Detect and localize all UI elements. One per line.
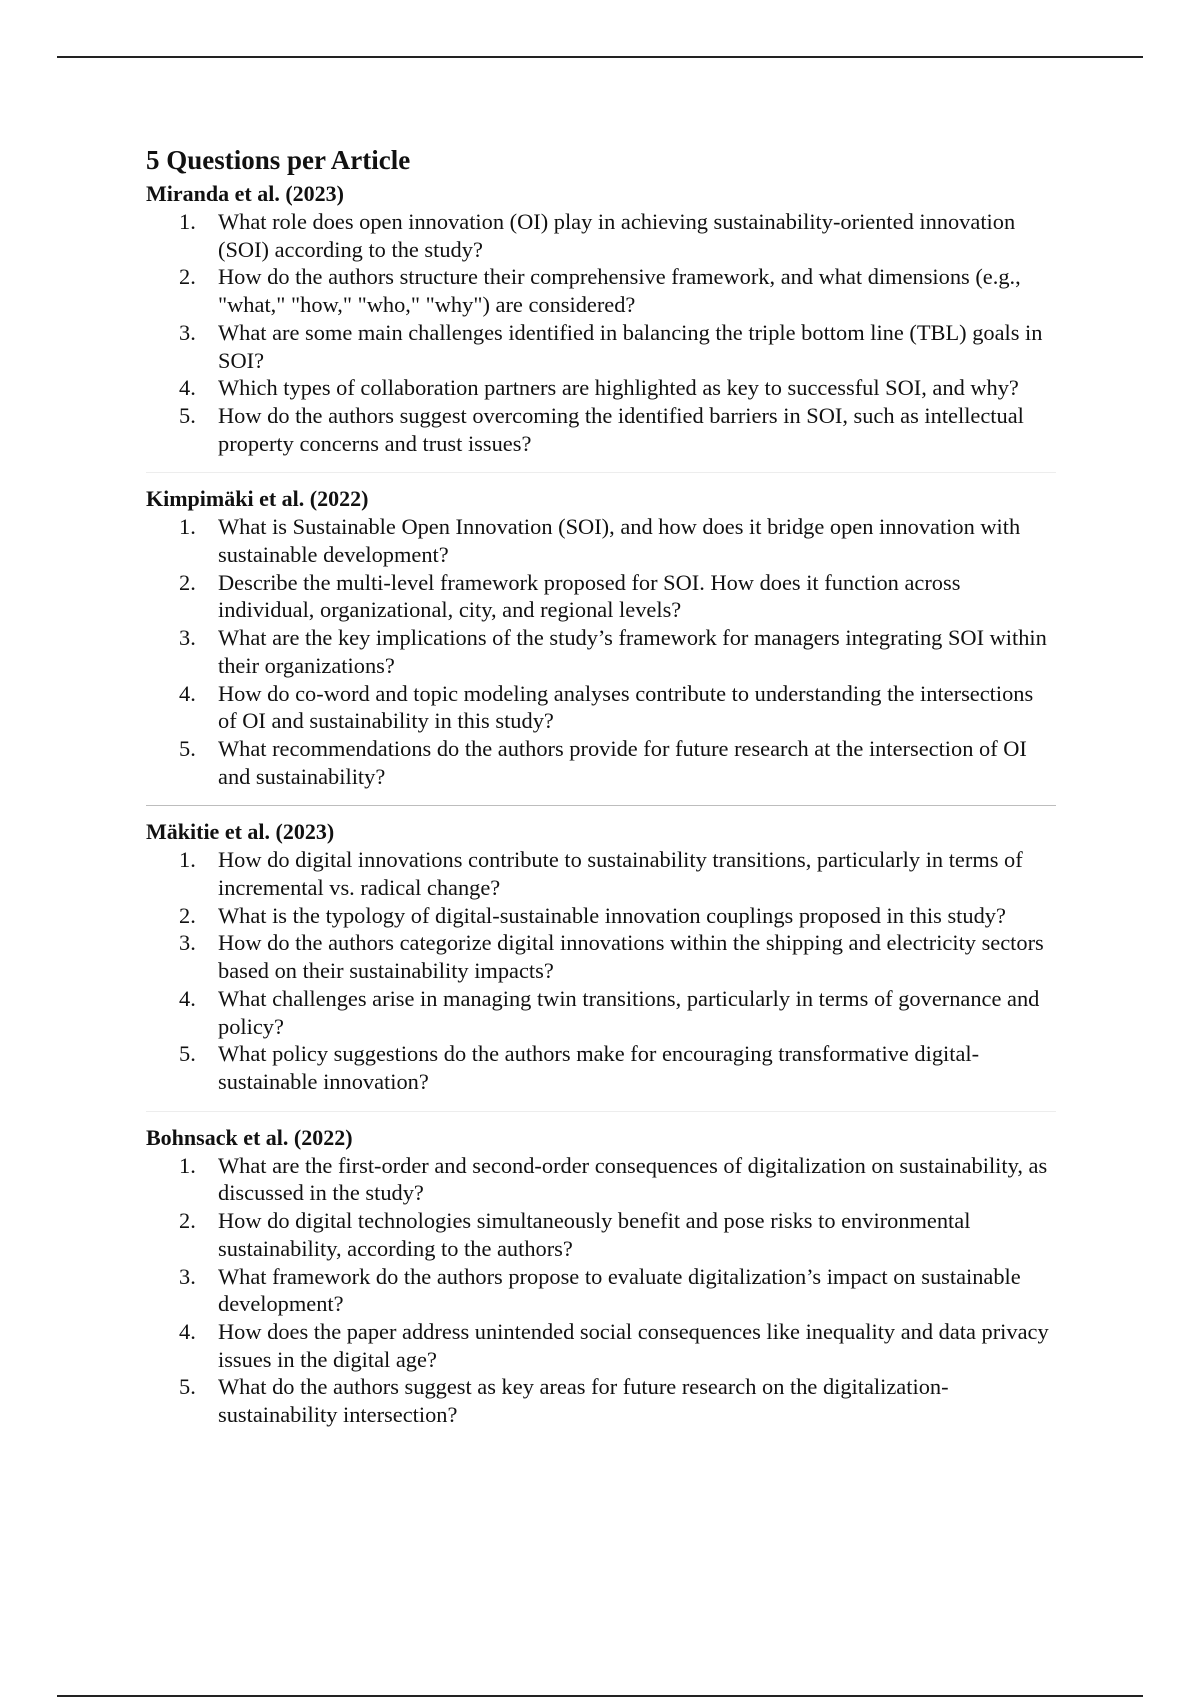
question-item	[146, 1263, 1056, 1318]
question-item	[146, 374, 1056, 402]
question-item	[146, 319, 1056, 374]
question-number: 1.	[179, 209, 196, 234]
question-item	[146, 985, 1056, 1040]
page-bottom-rule	[57, 1695, 1143, 1697]
question-list	[146, 1152, 1056, 1429]
question-item	[146, 1040, 1056, 1095]
question-number: 5.	[179, 1041, 196, 1067]
question-number: 1.	[179, 1152, 196, 1178]
question-number: 3.	[179, 930, 196, 956]
question-item	[146, 1318, 1056, 1373]
article-section-kimpimaki	[146, 485, 1056, 790]
question-text: What framework do the authors propose to evaluate digitalization’s impact on sustainable development?	[218, 1263, 1021, 1317]
article-heading: Mäkitie et al. (2023)	[146, 819, 335, 845]
question-item	[146, 680, 1056, 735]
question-item	[146, 929, 1056, 984]
question-item	[146, 1373, 1056, 1428]
question-item	[146, 1152, 1056, 1207]
question-item	[146, 402, 1056, 457]
question-text: What challenges arise in managing twin transitions, particularly in terms of governance and policy?	[218, 985, 1040, 1039]
question-number: 4.	[179, 985, 196, 1011]
question-item	[146, 513, 1056, 568]
article-section-bohnsack	[146, 1124, 1056, 1429]
question-number: 5.	[179, 402, 196, 428]
question-item	[146, 846, 1056, 901]
question-item	[146, 569, 1056, 624]
question-text: What is the typology of digital-sustainable innovation couplings proposed in this study?	[218, 902, 1006, 928]
question-text: What role does open innovation (OI) play in achieving sustainability-oriented innovation (SOI) according to the study?	[218, 209, 1016, 262]
article-heading: Kimpimäki et al. (2022)	[146, 486, 369, 512]
document-body	[146, 142, 1056, 1429]
question-number: 4.	[179, 680, 196, 706]
question-text: How do the authors structure their comprehensive framework, and what dimensions (e.g., "what," "how," "who," "why") are considered?	[218, 264, 1021, 318]
question-text: How do the authors categorize digital innovations within the shipping and electricity sectors based on their sustainability impacts?	[218, 930, 1044, 984]
question-number: 4.	[179, 1318, 196, 1344]
question-number: 2.	[179, 1208, 196, 1234]
question-text: How do the authors suggest overcoming the identified barriers in SOI, such as intellectual property concerns and trust issues?	[218, 402, 1024, 456]
question-text: Which types of collaboration partners are highlighted as key to successful SOI, and why?	[218, 375, 1019, 401]
section-divider	[146, 805, 1056, 806]
question-list	[146, 208, 1056, 457]
question-list	[146, 846, 1056, 1095]
question-text: What are some main challenges identified in balancing the triple bottom line (TBL) goals in SOI?	[218, 319, 1043, 373]
article-section-miranda	[146, 180, 1056, 457]
question-item	[146, 1207, 1056, 1262]
question-list	[146, 513, 1056, 790]
question-text: How do digital technologies simultaneously benefit and pose risks to environmental sustainability, according to the authors?	[218, 1208, 971, 1261]
question-text: How do co-word and topic modeling analyses contribute to understanding the intersections of OI and sustainability in this study?	[218, 680, 1034, 734]
question-item	[146, 624, 1056, 679]
question-number: 2.	[179, 569, 196, 595]
question-text: Describe the multi-level framework proposed for SOI. How does it function across individual, organizational, city, and regional levels?	[218, 569, 961, 623]
question-number: 3.	[179, 625, 196, 651]
question-number: 1.	[179, 514, 196, 540]
question-number: 5.	[179, 735, 196, 761]
question-text: How does the paper address unintended social consequences like inequality and data privacy issues in the digital age?	[218, 1318, 1049, 1372]
question-item	[146, 902, 1056, 930]
question-number: 1.	[179, 847, 196, 873]
question-number: 3.	[179, 319, 196, 345]
question-number: 5.	[179, 1374, 196, 1400]
question-item	[146, 208, 1056, 263]
article-heading: Bohnsack et al. (2022)	[146, 1124, 353, 1150]
question-text: How do digital innovations contribute to sustainability transitions, particularly in terms of incremental vs. radical change?	[218, 847, 1023, 901]
question-text: What recommendations do the authors provide for future research at the intersection of OI and sustainability?	[218, 735, 1027, 789]
question-number: 2.	[179, 264, 196, 290]
question-number: 2.	[179, 902, 196, 928]
question-text: What are the key implications of the study’s framework for managers integrating SOI within their organizations?	[218, 625, 1047, 678]
page-title: 5 Questions per Article	[146, 145, 411, 175]
section-divider	[146, 1111, 1056, 1112]
question-number: 4.	[179, 375, 196, 401]
question-text: What are the first-order and second-order consequences of digitalization on sustainability, as discussed in the study?	[218, 1152, 1048, 1206]
question-text: What do the authors suggest as key areas for future research on the digitalization-sustainability intersection?	[218, 1374, 949, 1428]
page-top-rule	[57, 56, 1143, 58]
section-divider	[146, 472, 1056, 473]
article-heading: Miranda et al. (2023)	[146, 181, 344, 206]
question-text: What is Sustainable Open Innovation (SOI), and how does it bridge open innovation with sustainable development?	[218, 514, 1021, 568]
question-number: 3.	[179, 1263, 196, 1289]
question-text: What policy suggestions do the authors make for encouraging transformative digital-sustainable innovation?	[218, 1041, 980, 1094]
article-section-makitie	[146, 818, 1056, 1095]
question-item	[146, 263, 1056, 318]
question-item	[146, 735, 1056, 790]
